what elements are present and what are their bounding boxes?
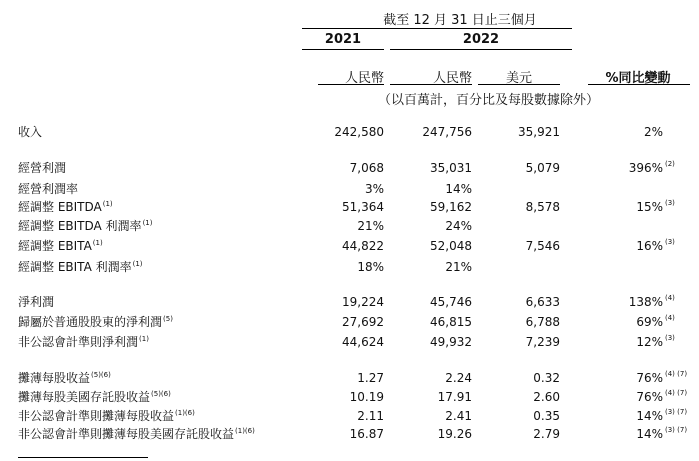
value-2021: 2.11: [357, 409, 384, 423]
value-2022-rmb: 21%: [445, 260, 472, 274]
value-2022-rmb: 35,031: [430, 161, 472, 175]
value-2022-rmb: 2.41: [445, 409, 472, 423]
period-rule: [302, 28, 572, 29]
row-label-text: 經營利潤: [18, 161, 67, 175]
yoy-value: 138%: [628, 295, 663, 309]
value-2022-rmb: 46,815: [430, 315, 472, 329]
row-label-footnote: (5)(6): [91, 371, 111, 379]
year-2022-heading: 2022: [462, 32, 500, 47]
value-2022-usd: 0.32: [533, 371, 560, 385]
value-2022-usd: 35,921: [518, 125, 560, 139]
row-label-text: 歸屬於普通股股東的淨利潤: [18, 315, 163, 329]
yoy-value: 14%: [636, 427, 663, 441]
value-2022-rmb: 2.24: [445, 371, 472, 385]
row-label: [18, 315, 173, 329]
value-2021: 44,624: [342, 335, 384, 349]
row-label-footnote: (1): [142, 219, 153, 227]
row-label-text: 淨利潤: [18, 295, 55, 309]
yoy-value: 76%: [636, 390, 663, 404]
value-2022-usd: 5,079: [525, 161, 560, 175]
footnote-rule: [18, 457, 148, 458]
row-label: [18, 295, 55, 309]
value-2022-usd: 6,788: [525, 315, 560, 329]
row-label-text: 經調整 EBITA 利潤率: [18, 260, 132, 274]
row-label: [18, 390, 171, 404]
rmb-2022-rule: [390, 84, 472, 85]
value-2021: 16.87: [349, 427, 384, 441]
yoy-footnote: (3): [665, 334, 675, 342]
yoy-footnote: (3): [665, 238, 675, 246]
value-2022-rmb: 49,932: [430, 335, 472, 349]
row-label: [18, 239, 103, 253]
value-2022-rmb: 52,048: [430, 239, 472, 253]
value-2022-rmb: 247,756: [422, 125, 472, 139]
value-2022-rmb: 24%: [445, 219, 472, 233]
row-label-text: 經調整 EBITDA 利潤率: [18, 219, 142, 233]
yoy-footnote: (4) (7): [665, 370, 688, 378]
value-2021: 44,822: [342, 239, 384, 253]
value-2022-usd: 2.79: [533, 427, 560, 441]
value-2022-usd: 7,239: [525, 335, 560, 349]
row-label: [18, 200, 113, 214]
row-label-text: 經營利潤率: [18, 182, 79, 196]
yoy-value: 76%: [636, 371, 663, 385]
row-label: [18, 182, 79, 196]
value-2021: 27,692: [342, 315, 384, 329]
value-2022-usd: 6,633: [525, 295, 560, 309]
yoy-value: 15%: [636, 200, 663, 214]
row-label-footnote: (1): [102, 200, 113, 208]
row-label-text: 收入: [18, 125, 43, 139]
yoy-value: 2%: [643, 125, 663, 139]
row-label-footnote: (5)(6): [151, 390, 171, 398]
yoy-footnote: (4): [665, 294, 675, 302]
yoy-footnote: (3): [665, 199, 675, 207]
yoy-footnote: (2): [665, 160, 675, 168]
row-label: [18, 427, 255, 441]
year-2022-rule: [390, 49, 572, 50]
value-2022-usd: 0.35: [533, 409, 560, 423]
period-heading: 截至 12 月 31 日止三個月: [383, 13, 537, 28]
value-2021: 10.19: [349, 390, 384, 404]
value-2021: 18%: [357, 260, 384, 274]
row-label-text: 經調整 EBITA: [18, 239, 92, 253]
value-2021: 19,224: [342, 295, 384, 309]
value-2021: 21%: [357, 219, 384, 233]
value-2022-rmb: 19.26: [437, 427, 472, 441]
row-label-text: 攤薄每股收益: [18, 371, 91, 385]
yoy-rule: [588, 84, 690, 85]
row-label: [18, 260, 143, 274]
year-2021-rule: [302, 49, 384, 50]
usd-rule: [478, 84, 560, 85]
value-2022-usd: 8,578: [525, 200, 560, 214]
unit-note: （以百萬計，百分比及每股數據除外）: [378, 93, 600, 108]
row-label-text: 非公認會計準則淨利潤: [18, 335, 139, 349]
currency-rmb-2021: 人民幣: [344, 71, 384, 86]
value-2022-rmb: 17.91: [437, 390, 472, 404]
row-label: [18, 125, 43, 139]
row-label: [18, 371, 111, 385]
row-label-text: 非公認會計準則攤薄每股美國存託股收益: [18, 427, 235, 441]
yoy-value: 396%: [628, 161, 663, 175]
value-2022-usd: 2.60: [533, 390, 560, 404]
row-label: [18, 161, 67, 175]
row-label-text: 攤薄每股美國存託股收益: [18, 390, 151, 404]
row-label-footnote: (1)(6): [175, 409, 195, 417]
value-2021: 1.27: [357, 371, 384, 385]
year-2021-heading: 2021: [324, 32, 362, 47]
yoy-value: 14%: [636, 409, 663, 423]
yoy-footnote: (4) (7): [665, 389, 688, 397]
value-2022-rmb: 45,746: [430, 295, 472, 309]
value-2021: 51,364: [342, 200, 384, 214]
row-label-footnote: (1): [132, 260, 143, 268]
value-2022-usd: 7,546: [525, 239, 560, 253]
row-label-text: 經調整 EBITDA: [18, 200, 102, 214]
currency-rmb-2022: 人民幣: [432, 71, 472, 86]
rmb-2021-rule: [318, 84, 384, 85]
row-label-text: 非公認會計準則攤薄每股收益: [18, 409, 175, 423]
yoy-heading: %同比變動: [605, 71, 671, 86]
row-label-footnote: (1): [139, 335, 149, 343]
yoy-value: 16%: [636, 239, 663, 253]
row-label: [18, 409, 195, 423]
yoy-footnote: (3) (7): [665, 426, 688, 434]
yoy-footnote: (3) (7): [665, 408, 688, 416]
row-label: [18, 335, 149, 349]
yoy-footnote: (4): [665, 314, 675, 322]
value-2022-rmb: 14%: [445, 182, 472, 196]
row-label: [18, 219, 152, 233]
value-2021: 3%: [364, 182, 384, 196]
value-2021: 7,068: [349, 161, 384, 175]
yoy-value: 69%: [636, 315, 663, 329]
currency-usd: 美元: [505, 71, 532, 86]
yoy-value: 12%: [636, 335, 663, 349]
row-label-footnote: (1): [92, 239, 103, 247]
row-label-footnote: (5): [163, 315, 173, 323]
value-2022-rmb: 59,162: [430, 200, 472, 214]
row-label-footnote: (1)(6): [235, 427, 255, 435]
value-2021: 242,580: [334, 125, 384, 139]
